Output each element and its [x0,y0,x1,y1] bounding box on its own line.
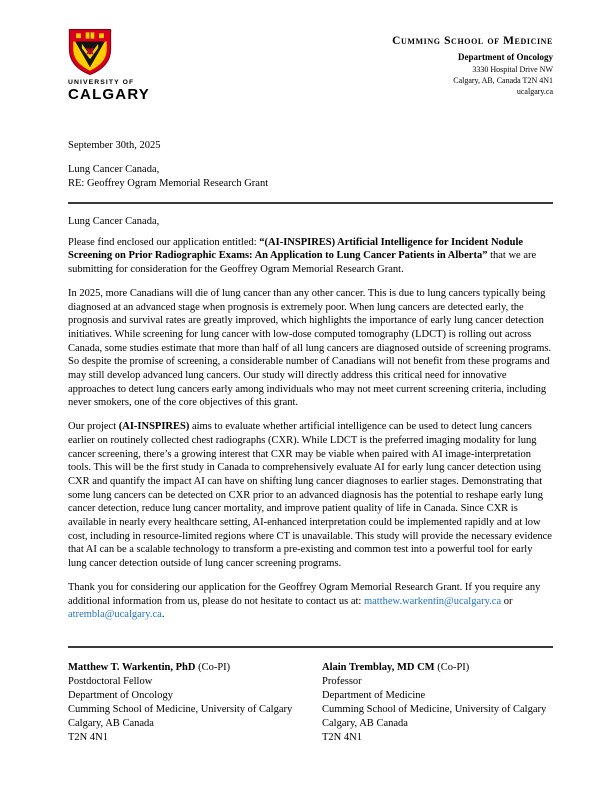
paragraph-enclosed-tail: that we are submitting for consideration for the Geoffrey Ogram Memorial Research Grant. [68,250,537,275]
signatory-department: Department of Medicine [322,689,426,701]
paragraph-project-tail: aims to evaluate whether artificial intelligence can be used to detect lung cancers earlier on routinely collected chest radiographs (CXR). While LDCT is the preferred imaging modality for lung cancer screening, there’s a growing interest that CXR may be viable when paired with AI image-interpretation tools. This will be the first study in Canada to comprehensively evaluate AI for early lung cancer detection using CXR and quantify the impact AI can have on shifting lung cancer diagnoses to earlier stages. Demonstrating that some lung cancers can be detected on CXR prior to an advanced diagnosis has the potential to reshape early lung cancer detection, reduce lung cancer mortality, and improve patient quality of life in Canada. Since CXR is available in nearly every healthcare setting, AI-enhanced interpretation could be implemented rapidly and at low cost, including in resource-limited regions where CT is unavailable. This study will provide the necessary evidence that AI can be a scalable technology to transform a pre-existing and common test into a powerful tool for early lung cancer detection outside of lung cancer screening programs. [68,421,552,569]
letterhead [68,28,553,103]
letter-date: September 30th, 2025 [68,140,161,151]
salutation: Lung Cancer Canada, [68,215,160,227]
address-line-1: 3330 Hospital Drive NW [472,64,553,74]
signature-co-pi-tremblay [322,661,553,745]
logo-wordmark-line1: UNIVERSITY OF [68,79,135,86]
paragraph-thanks [68,581,553,622]
paragraph-project [68,420,553,570]
signatory-title: Professor [322,675,362,687]
signatory-title: Postdoctoral Fellow [68,675,153,687]
email-link-warkentin[interactable]: matthew.warkentin@ucalgary.ca [363,595,502,607]
signatory-postal-code: T2N 4N1 [68,731,108,743]
recipient-block [68,163,553,191]
project-acronym: (AI-INSPIRES) [118,421,190,433]
signatory-institution: Cumming School of Medicine, University of Calgary [322,703,547,715]
subject-line: RE: Geoffrey Ogram Memorial Research Grant [68,177,269,189]
department-name: Department of Oncology [458,52,553,63]
recipient-name: Lung Cancer Canada, [68,164,160,175]
website: ucalgary.ca [516,87,553,97]
letterhead-address-block [392,28,553,97]
signature-block [68,661,553,745]
university-of-calgary-crest-icon [68,28,112,76]
application-title: “(AI-INSPIRES) Artificial Intelligence for Incident Nodule Screening on Prior Radiographic Exams: An Application to Lung Cancer Patients in Alberta” [68,236,524,262]
university-logo [68,28,218,103]
paragraph-project-lead: Our project [68,421,119,433]
signature-co-pi-warkentin [68,661,322,745]
paragraph-enclosed [68,236,553,277]
signatory-city: Calgary, AB Canada [68,717,154,729]
email-link-tremblay[interactable]: atrembla@ucalgary.ca [68,609,162,621]
divider-bottom [68,646,553,648]
signatory-name: Alain Tremblay, MD CM (Co-PI) [322,661,470,673]
logo-wordmark-line2: CALGARY [68,86,151,103]
address-line-2: Calgary, AB, Canada T2N 4N1 [453,75,553,85]
signatory-postal-code: T2N 4N1 [322,731,362,743]
divider-top [68,202,553,204]
signatory-city: Calgary, AB Canada [322,717,408,729]
paragraph-background: In 2025, more Canadians will die of lung cancer than any other cancer. This is due to lung cancers typically being diagnosed at an advanced stage when prognosis is extremely poor. When lung cancers are detected early, the prognosis and survival rates are greatly improved, which highlights the importance of early lung cancer detection initiatives. While screening for lung cancer with low-dose computed tomography (LDCT) is rolling out across Canada, some studies estimate that more than half of all lung cancers are diagnosed outside of screening programs. So despite the promise of screening, a considerable number of Canadians will not benefit from these programs and may still develop advanced lung cancers. Our study will directly address this critical need for innovative approaches to detect lung cancers early among individuals who may not meet current screening criteria, including never smokers, one of the core objectives of this grant. [68,288,552,409]
paragraph-thanks-end: . [161,609,165,621]
signatory-institution: Cumming School of Medicine, University of Calgary [68,703,293,715]
paragraph-thanks-mid: or [501,595,513,607]
signatory-department: Department of Oncology [68,689,173,701]
signatory-name: Matthew T. Warkentin, PhD (Co-PI) [68,661,231,673]
paragraph-enclosed-lead: Please find enclosed our application entitled: [68,236,260,248]
paragraph-thanks-lead: Thank you for considering our application for the Geoffrey Ogram Memorial Research Grant. If you require any additional information from us, please do not hesitate to contact us at: [68,581,541,607]
school-name: Cumming School of Medicine [392,35,553,47]
